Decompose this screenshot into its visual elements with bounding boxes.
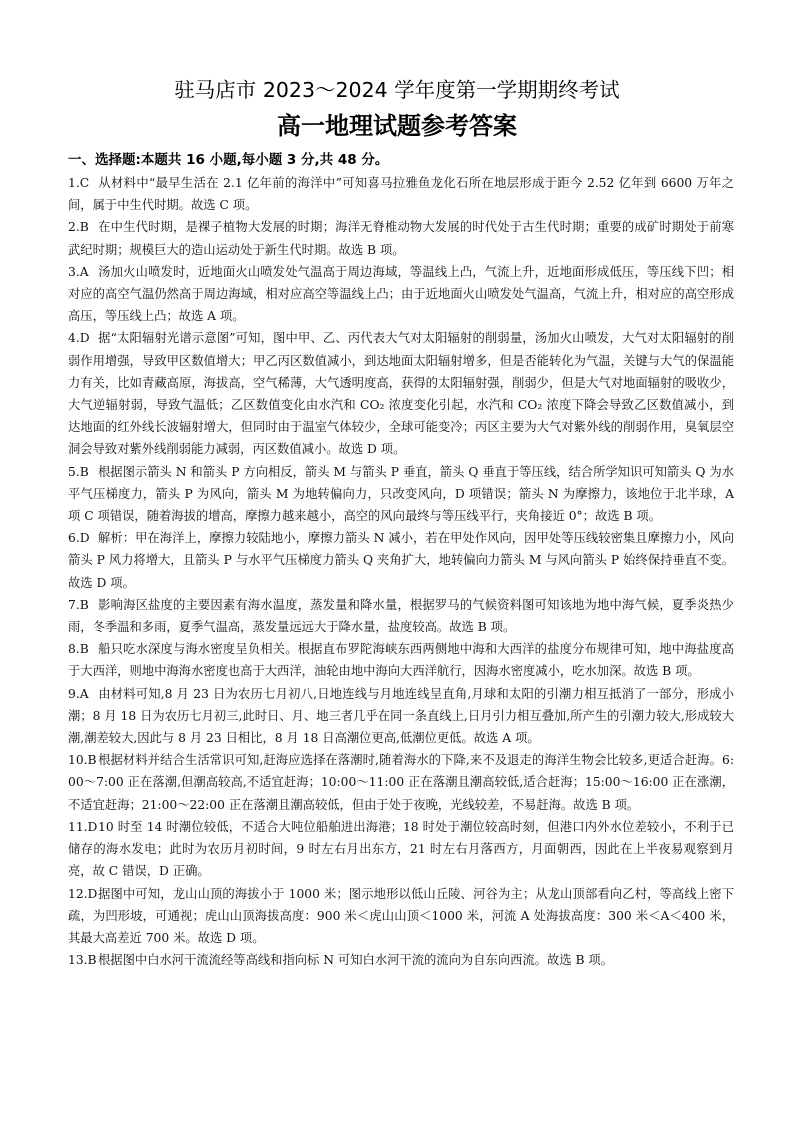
answer-item-8 bbox=[68, 638, 734, 682]
answer-number: 8.B bbox=[68, 642, 89, 657]
answer-number: 4.D bbox=[68, 331, 90, 346]
answer-explanation: 据图中可知，龙山山顶的海拔小于 1000 米；图示地形以低山丘陵、河谷为主；从龙山顶部看向乙村，等高线上密下疏，为凹形坡，可通视；虎山山顶海拔高度：900 米＜虎山山顶＜1000 米，河流 A 处海拔高度：300 米＜A＜400 米，其最大高差近 700 米。故选 D 项。 bbox=[68, 886, 734, 945]
answer-number: 2.B bbox=[68, 220, 89, 235]
answer-number: 9.A bbox=[68, 686, 89, 701]
answer-number: 12.D bbox=[68, 886, 98, 901]
answer-explanation: 从材料中“最早生活在 2.1 亿年前的海洋中”可知喜马拉雅鱼龙化石所在地层形成于距今 2.52 亿年到 6600 万年之间，属于中生代时期。故选 C 项。 bbox=[68, 176, 734, 213]
answer-item-1 bbox=[68, 172, 734, 216]
answer-explanation: 据“太阳辐射光谱示意图”可知，图中甲、乙、丙代表大气对太阳辐射的削弱量，汤加火山喷发，大气对太阳辐射的削弱作用增强，导致甲区数值增大；甲乙丙区数值减小，到达地面太阳辐射增多，但是否能转化为气温，关键与大气的保温能力有关，比如青藏高原，海拔高，空气稀薄，大气透明度高，获得的太阳辐射强，削弱少，但是大气对地面辐射的吸收少，大气逆辐射弱，导致气温低；乙区数值变化由水汽和 CO₂ 浓度变化引起，水汽和 CO₂ 浓度下降会导致乙区数值减小，到达地面的红外线长波辐射增大，但同时由于温室气体较少，全球可能变冷；丙区主要为大气对紫外线的削弱作用，臭氧层空洞会导致对紫外线削弱能力减弱，丙区数值减小。故选 D 项。 bbox=[68, 331, 734, 457]
answer-item-2 bbox=[68, 216, 734, 260]
answer-item-12 bbox=[68, 883, 734, 950]
answer-explanation: 根据图中白水河干流流经等高线和指向标 N 可知白水河干流的流向为自东向西流。故选 B 项。 bbox=[98, 953, 614, 968]
answer-explanation: 汤加火山喷发时，近地面火山喷发处气温高于周边海域，等温线上凸，气流上升，近地面形成低压，等压线下凹；相对应的高空气温仍然高于周边海域，相对应高空等温线上凸；由于近地面火山喷发处气温高，气流上升，相对应的高空形成高压，等压线上凸；故选 A 项。 bbox=[68, 264, 734, 324]
answer-number: 3.A bbox=[68, 264, 89, 279]
answer-number: 1.C bbox=[68, 176, 90, 190]
answer-explanation: 由材料可知,8 月 23 日为农历七月初八,日地连线与月地连线呈直角,月球和太阳的引潮力相互抵消了一部分，形成小潮；8 月 18 日为农历七月初三,此时日、月、地三者几乎在同一条直线上,日月引力相互叠加,所产生的引潮力较大,形成较大潮,潮差较大,因此与 8 月 23 日相比，8 月 18 日高潮位更高,低潮位更低。故选 A 项。 bbox=[68, 686, 734, 746]
answer-number: 11.D bbox=[68, 819, 98, 834]
answer-item-3 bbox=[68, 261, 734, 328]
section-heading: 一、选择题:本题共 16 小题,每小题 3 分,共 48 分。 bbox=[68, 152, 389, 168]
answer-item-10 bbox=[68, 749, 734, 816]
answer-explanation: 影响海区盐度的主要因素有海水温度，蒸发量和降水量，根据罗马的气候资料图可知该地为地中海气候，夏季炎热少雨，冬季温和多雨，夏季气温高，蒸发量远远大于降水量，盐度较高。故选 B 项。 bbox=[68, 597, 734, 635]
answer-item-5 bbox=[68, 461, 734, 528]
document-body bbox=[68, 150, 734, 971]
answer-explanation: 解析：甲在海洋上，摩擦力较陆地小，摩擦力箭头 N 减小，若在甲处作风向，因甲处等压线较密集且摩擦力小，风向箭头 P 风力将增大，且箭头 P 与水平气压梯度力箭头 Q 夹角扩大，地转偏向力箭头 M 与风向箭头 P 始终保持垂直不变。故选 D 项。 bbox=[68, 531, 734, 590]
answer-explanation: 在中生代时期，是裸子植物大发展的时期；海洋无脊椎动物大发展的时代处于古生代时期；重要的成矿时期处于前寒武纪时期；规模巨大的造山运动处于新生代时期。故选 B 项。 bbox=[68, 220, 734, 257]
answer-key-title: 高一地理试题参考答案 bbox=[277, 111, 517, 140]
exam-title: 驻马店市 2023～2024 学年度第一学期期终考试 bbox=[174, 78, 620, 102]
answer-explanation: 10 时至 14 时潮位较低，不适合大吨位船舶进出海港；18 时处于潮位较高时刻，但港口内外水位差较小，不利于已储存的海水发电；此时为农历月初时间，9 时左右月出东方，21 时左右月落西方，月面朝西，因此在上半夜易观察到月亮，故 C 错误，D 正确。 bbox=[68, 819, 734, 879]
answer-item-7 bbox=[68, 594, 734, 638]
answer-explanation: 船只吃水深度与海水密度呈负相关。根据直布罗陀海峡东西两侧地中海和大西洋的盐度分布规律可知，地中海盐度高于大西洋，则地中海海水密度也高于大西洋，油轮由地中海向大西洋航行，因海水密度减小，吃水加深。故选 B 项。 bbox=[68, 642, 734, 679]
answer-number: 7.B bbox=[68, 597, 89, 612]
answer-item-4 bbox=[68, 327, 734, 460]
answer-explanation: 根据材料并结合生活常识可知,赶海应选择在落潮时,随着海水的下降,来不及退走的海洋生物会比较多,更适合赶海。6:00～7:00 正在落潮,但潮高较高,不适宜赶海；10:00～11:00 正在落潮且潮高较低,适合赶海；15:00～16:00 正在涨潮，不适宜赶海；21:00～22:00 正在落潮且潮高较低，但由于处于夜晚，光线较差，不易赶海。故选 B 项。 bbox=[68, 753, 734, 812]
answer-number: 6.D bbox=[68, 531, 90, 546]
answer-number: 10.B bbox=[68, 753, 97, 768]
answer-explanation: 根据图示箭头 N 和箭头 P 方向相反，箭头 M 与箭头 P 垂直，箭头 Q 垂直于等压线，结合所学知识可知箭头 Q 为水平气压梯度力，箭头 P 为风向，箭头 M 为地转偏向力，只改变风向，D 项错误；箭头 N 为摩擦力，该地位于北半球，A 项 C 项错误，随着海拔的增高，摩擦力越来越小，高空的风向最终与等压线平行，夹角接近 0°；故选 B 项。 bbox=[68, 464, 734, 524]
answer-number: 5.B bbox=[68, 464, 89, 479]
answer-item-11 bbox=[68, 816, 734, 883]
answer-number: 13.B bbox=[68, 953, 97, 968]
answer-item-6 bbox=[68, 527, 734, 594]
answer-item-9 bbox=[68, 683, 734, 750]
answer-item-13 bbox=[68, 949, 734, 971]
